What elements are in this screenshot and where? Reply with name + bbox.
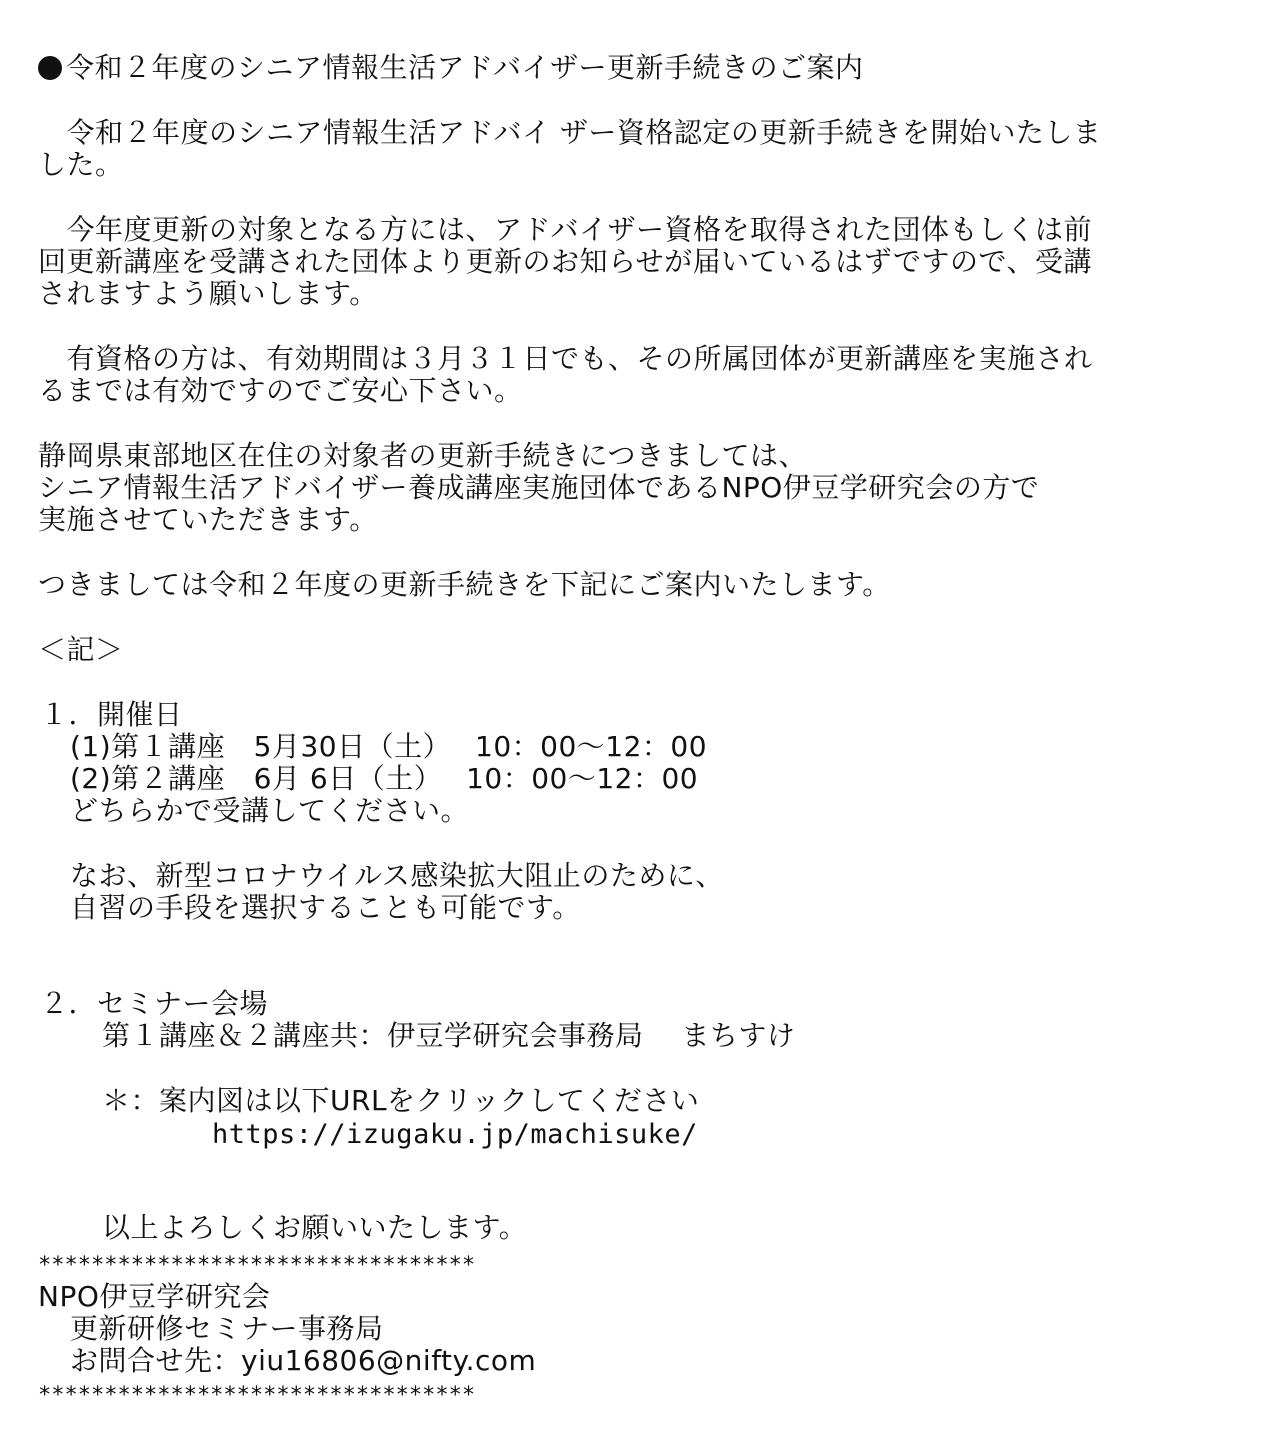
divider-top: ********************************* xyxy=(38,1253,476,1278)
schedule-item-1: (1)第１講座 5月30日（土） 10：00～12：00 xyxy=(70,730,708,763)
map-note: ＊：案内図は以下URLをクリックしてください xyxy=(102,1084,700,1117)
para4-line3: 実施させていただきます。 xyxy=(38,503,378,536)
para2-line3: されますよう願いします。 xyxy=(38,277,378,310)
bullet-icon xyxy=(38,56,62,80)
schedule-item-2: (2)第２講座 6月 6日（土） 10：00～12：00 xyxy=(70,762,699,795)
para3-line1: 有資格の方は、有効期間は３月３１日でも、その所属団体が更新講座を実施され xyxy=(38,342,1093,375)
org-office: 更新研修セミナー事務局 xyxy=(70,1312,384,1345)
para4-line2: シニア情報生活アドバイザー養成講座実施団体であるNPO伊豆学研究会の方で xyxy=(38,471,1040,504)
divider-bottom: ********************************* xyxy=(38,1383,476,1408)
map-url-link[interactable]: https://izugaku.jp/machisuke/ xyxy=(212,1119,698,1150)
corona-note-line1: なお、新型コロナウイルス感染拡大阻止のために、 xyxy=(70,859,724,892)
para1-line2: した。 xyxy=(38,148,124,181)
corona-note-line2: 自習の手段を選択することも可能です。 xyxy=(70,891,581,924)
venue-text: 第１講座＆２講座共：伊豆学研究会事務局 まちすけ xyxy=(102,1019,796,1052)
document-title: 令和２年度のシニア情報生活アドバイザー更新手続きのご案内 xyxy=(38,52,863,84)
para5: つきましては令和２年度の更新手続きを下記にご案内いたします。 xyxy=(38,568,891,601)
para1-line1: 令和２年度のシニア情報生活アドバイ ザー資格認定の更新手続きを開始いたしま xyxy=(38,116,1102,149)
section1-heading: １．開催日 xyxy=(40,698,183,731)
closing-text: 以上よろしくお願いいたします。 xyxy=(102,1211,528,1244)
para4-line1: 静岡県東部地区在住の対象者の更新手続きにつきましては、 xyxy=(38,439,807,472)
para2-line1: 今年度更新の対象となる方には、アドバイザー資格を取得された団体もしくは前 xyxy=(38,213,1092,246)
section2-heading: ２．セミナー会場 xyxy=(40,987,269,1020)
para2-line2: 回更新講座を受講された団体より更新のお知らせが届いているはずですので、受講 xyxy=(38,245,1092,278)
org-contact: お問合せ先：yiu16806@nifty.com xyxy=(70,1344,537,1377)
ki-heading: ＜記＞ xyxy=(38,633,124,666)
para3-line2: るまでは有効ですのでご安心下さい。 xyxy=(38,374,523,407)
schedule-note: どちらかで受講してください。 xyxy=(70,794,470,827)
org-name: NPO伊豆学研究会 xyxy=(38,1280,271,1313)
